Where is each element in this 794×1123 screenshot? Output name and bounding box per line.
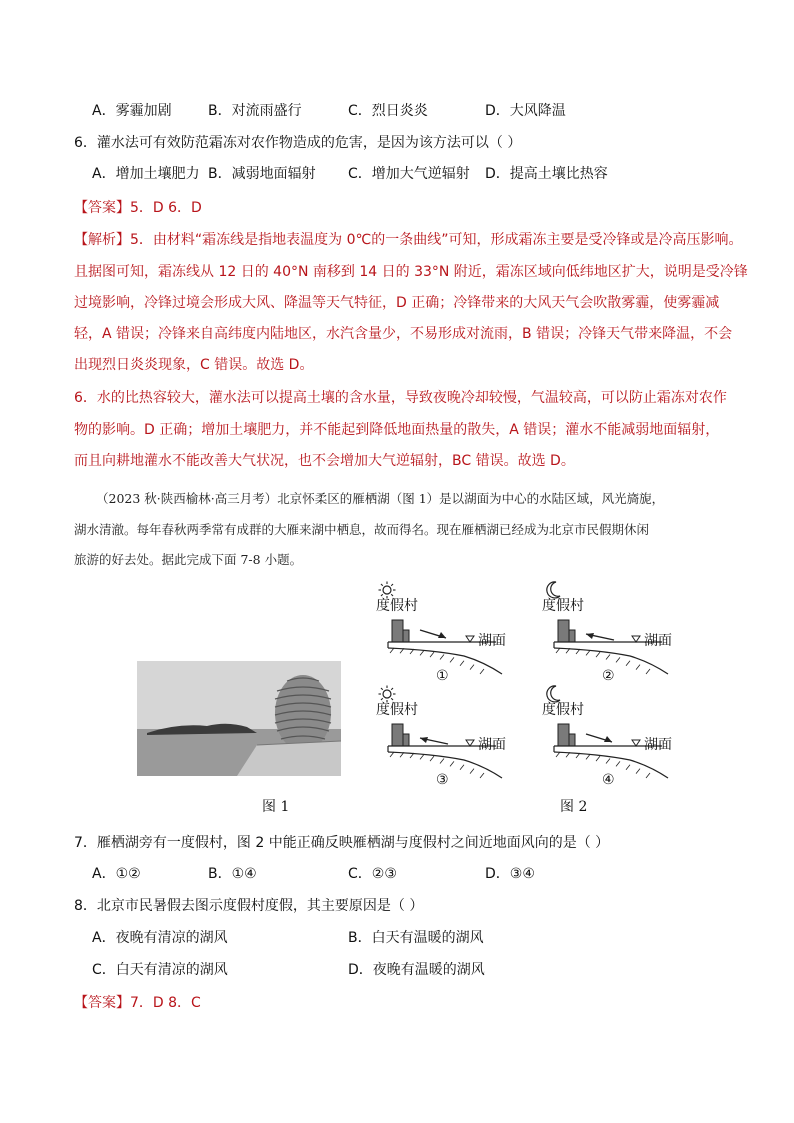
- sun-icon: [379, 686, 396, 703]
- lake-label: 湖面: [644, 737, 672, 753]
- building-annex: [569, 734, 575, 746]
- q7-option-b: B．①④: [208, 866, 257, 882]
- intro-line-3: 旅游的好去处。据此完成下面 7-8 小题。: [74, 552, 303, 567]
- q6-stem: 6．灌水法可有效防范霜冻对农作物造成的危害，是因为该方法可以（ ）: [74, 135, 522, 151]
- analysis-line-1: [74, 230, 743, 250]
- wind-arrow: [586, 634, 614, 640]
- q5-option-d: D．大风降温: [485, 103, 566, 119]
- intro-line-2: 湖水清澈。每年春秋两季常有成群的大雁来湖中栖息，故而得名。现在雁栖湖已经成为北京市民假期休闲: [74, 522, 650, 537]
- sun-icon: [379, 582, 396, 599]
- q6-option-a: A．增加土壤肥力: [92, 166, 200, 182]
- village-label: 度假村: [376, 598, 418, 614]
- figure1-photo: [137, 661, 341, 776]
- village-label: 度假村: [542, 702, 584, 718]
- analysis-line-2: 且据图可知，霜冻线从 12 日的 40°N 南移到 14 日的 33°N 附近，霜冻区域向低纬地区扩大，说明是受冷锋: [74, 264, 748, 280]
- figure2-panel: [376, 686, 506, 789]
- q5-option-c: C．烈日炎炎: [348, 103, 428, 119]
- slope-curve: [388, 752, 502, 778]
- q7-option-a: A．①②: [92, 866, 141, 882]
- slope-curve: [554, 752, 668, 778]
- analysis-line-7: 物的影响。D 正确；增加土壤肥力，并不能起到降低地面热量的散失，A 错误；灌水不能减弱地面辐射，: [74, 422, 720, 438]
- building: [392, 724, 403, 746]
- q6-option-d: D．提高土壤比热容: [485, 166, 608, 182]
- slope-curve: [388, 648, 502, 674]
- figure1-caption: 图 1: [262, 799, 290, 815]
- arrow-head: [586, 633, 594, 639]
- wind-arrow: [420, 630, 446, 638]
- answer-text: 5．D 6．D: [130, 200, 202, 216]
- analysis-tag: 【解析】: [74, 232, 130, 248]
- building: [392, 620, 403, 642]
- wind-arrow: [586, 734, 612, 742]
- figure2-caption: 图 2: [560, 799, 588, 815]
- lake-label: 湖面: [478, 633, 506, 649]
- analysis-line-6: 6．水的比热容较大，灌水法可以提高土壤的含水量，导致夜晚冷却较慢，气温较高，可以防止霜冻对农作: [74, 390, 727, 406]
- building-annex: [569, 630, 575, 642]
- building: [558, 724, 569, 746]
- q8-option-a: A．夜晚有清凉的湖风: [92, 930, 228, 946]
- analysis-line-5: 出现烈日炎炎现象，C 错误。故选 D。: [74, 357, 314, 373]
- village-label: 度假村: [542, 598, 584, 614]
- q5-option-a: A．雾霾加剧: [92, 103, 172, 119]
- analysis-text-1: 5．由材料“霜冻线是指地表温度为 0℃的一条曲线”可知，形成霜冻主要是受冷锋或是冷高压影响。: [130, 232, 743, 248]
- panel-number: ④: [602, 772, 615, 788]
- arrow-head: [604, 736, 612, 742]
- analysis-line-3: 过境影响，冷锋过境会形成大风、降温等天气特征，D 正确；冷锋带来的大风天气会吹散雾霾，使雾霾减: [74, 295, 720, 311]
- q8-option-d: D．夜晚有温暖的湖风: [348, 962, 485, 978]
- building-annex: [403, 630, 409, 642]
- slope-curve: [554, 648, 668, 674]
- wind-arrow: [420, 738, 448, 744]
- q6-option-b: B．减弱地面辐射: [208, 166, 316, 182]
- water-symbol: [466, 636, 474, 642]
- lake-label: 湖面: [478, 737, 506, 753]
- q8-option-b: B．白天有温暖的湖风: [348, 930, 484, 946]
- answer-tag-2: 【答案】: [74, 995, 130, 1011]
- village-label: 度假村: [376, 702, 418, 718]
- q8-option-c: C．白天有清凉的湖风: [92, 962, 228, 978]
- analysis-line-8: 而且向耕地灌水不能改善大气状况，也不会增加大气逆辐射，BC 错误。故选 D。: [74, 453, 575, 469]
- panel-number: ③: [436, 772, 449, 788]
- intro-line-1: （2023 秋·陕西榆林·高三月考）北京怀柔区的雁栖湖（图 1）是以湖面为中心的水陆区域，风光旖旎，: [96, 491, 665, 506]
- building: [558, 620, 569, 642]
- answer-tag: 【答案】: [74, 200, 130, 216]
- water-symbol: [632, 636, 640, 642]
- q6-option-c: C．增加大气逆辐射: [348, 166, 470, 182]
- figure2-panel: [542, 582, 672, 684]
- lake-label: 湖面: [644, 633, 672, 649]
- q5-option-b: B．对流雨盛行: [208, 103, 302, 119]
- answer-text-2: 7．D 8．C: [130, 995, 201, 1011]
- water-symbol: [466, 740, 474, 746]
- q8-stem: 8．北京市民暑假去图示度假村度假，其主要原因是（ ）: [74, 898, 424, 914]
- analysis-line-4: 轻，A 错误；冷锋来自高纬度内陆地区，水汽含量少，不易形成对流雨，B 错误；冷锋天气带来降温，不会: [74, 326, 733, 342]
- panel-number: ②: [602, 668, 615, 684]
- q7-option-c: C．②③: [348, 866, 397, 882]
- q7-option-d: D．③④: [485, 866, 535, 882]
- answer-5-6: [74, 198, 202, 218]
- figure2-panel: [542, 686, 672, 788]
- figure2-panel: [376, 582, 506, 685]
- moon-icon: [547, 582, 560, 598]
- building-annex: [403, 734, 409, 746]
- arrow-head: [438, 632, 446, 638]
- answer-7-8: [74, 993, 201, 1013]
- water-symbol: [632, 740, 640, 746]
- panel-number: ①: [436, 668, 449, 684]
- q7-stem: 7．雁栖湖旁有一度假村，图 2 中能正确反映雁栖湖与度假村之间近地面风向的是（ ）: [74, 835, 610, 851]
- arrow-head: [420, 737, 428, 743]
- moon-icon: [547, 686, 560, 702]
